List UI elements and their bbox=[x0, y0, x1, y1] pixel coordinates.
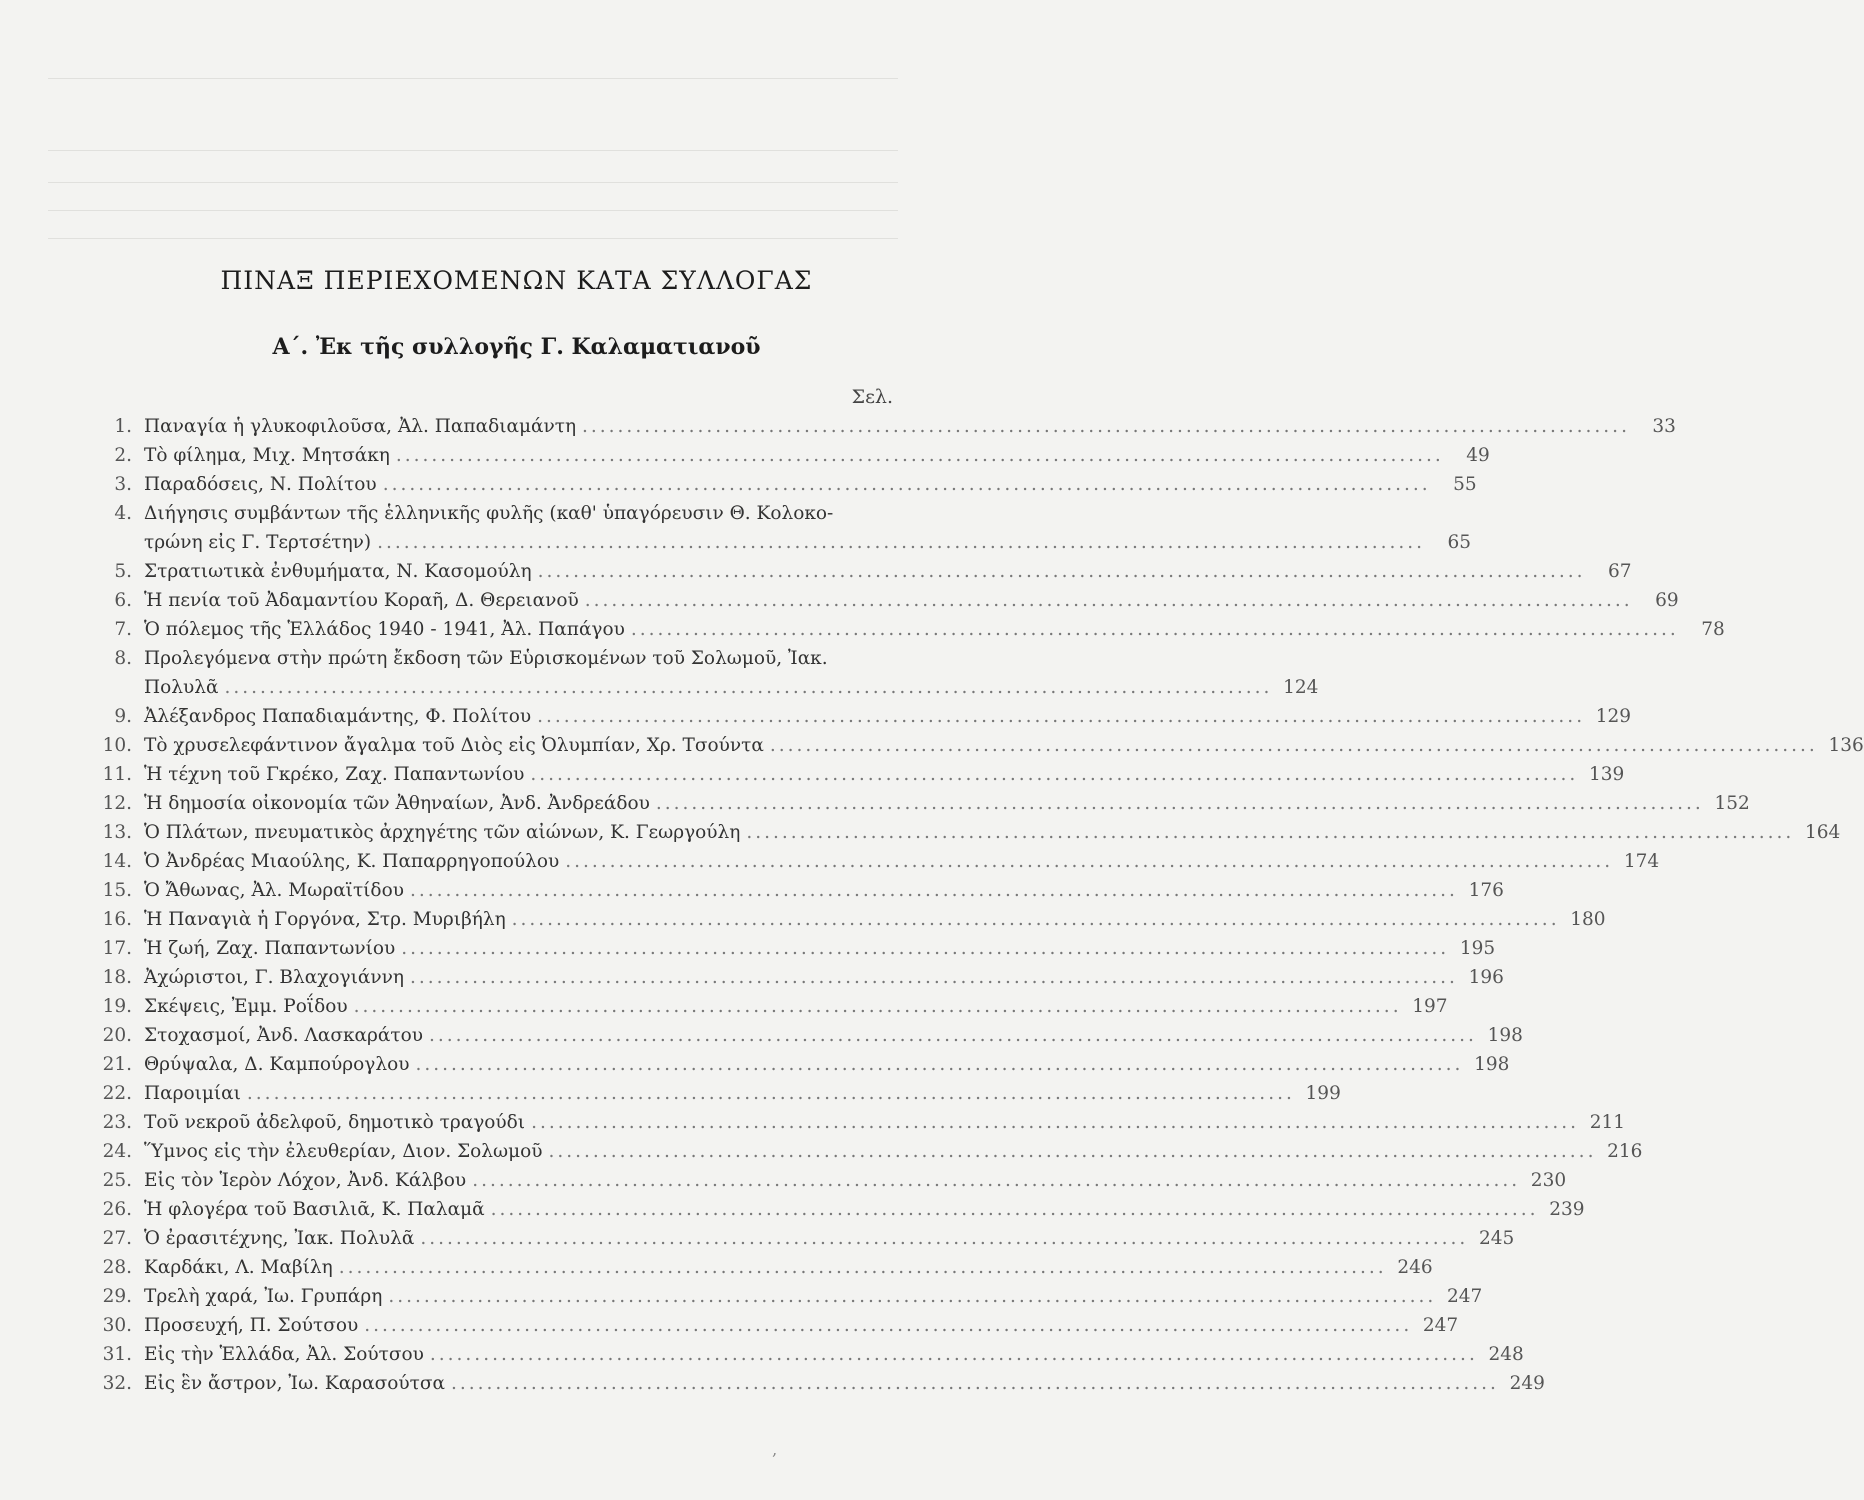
leader-dots bbox=[401, 934, 1449, 963]
entry-page-number: 197 bbox=[1412, 996, 1448, 1017]
toc-entry bbox=[90, 992, 1448, 1021]
entry-page-number: 230 bbox=[1530, 1170, 1567, 1191]
entry-page-number: 78 bbox=[1701, 619, 1725, 640]
entry-title: Ὁ Πλάτων, πνευματικὸς ἀρχηγέτης τῶν αἰώνων, Κ. Γεωργούλη bbox=[144, 822, 741, 843]
entry-page-number: 198 bbox=[1474, 1054, 1510, 1075]
entry-number: 26. bbox=[102, 1199, 132, 1220]
toc-entry bbox=[90, 1079, 1341, 1108]
leader-dots bbox=[429, 1021, 1477, 1050]
entry-number: 15. bbox=[102, 880, 132, 901]
toc-entry bbox=[90, 557, 1632, 586]
entry-number: 12. bbox=[102, 793, 132, 814]
toc-entry bbox=[90, 1021, 1523, 1050]
leader-dots bbox=[420, 1224, 1468, 1253]
entry-page-number: 67 bbox=[1607, 561, 1632, 582]
toc-entry bbox=[90, 441, 1490, 470]
leader-dots bbox=[565, 847, 1613, 876]
toc-entry bbox=[90, 963, 1504, 992]
entry-page-number: 247 bbox=[1447, 1286, 1483, 1307]
entry-title: Ἡ φλογέρα τοῦ Βασιλιᾶ, Κ. Παλαμᾶ bbox=[144, 1199, 485, 1220]
entry-title: Καρδάκι, Λ. Μαβίλη bbox=[144, 1257, 333, 1278]
toc-entry bbox=[90, 847, 1660, 876]
entry-title: Ἀχώριστοι, Γ. Βλαχογιάννη bbox=[144, 967, 404, 988]
leader-dots bbox=[656, 789, 1704, 818]
table-of-contents bbox=[90, 412, 1864, 1398]
entry-number: 24. bbox=[102, 1141, 132, 1162]
toc-entry bbox=[90, 934, 1496, 963]
entry-title: Ὁ ἐρασιτέχνης, Ἰακ. Πολυλᾶ bbox=[144, 1228, 415, 1249]
toc-entry bbox=[90, 876, 1504, 905]
toc-entry bbox=[90, 1224, 1515, 1253]
leader-dots bbox=[531, 1108, 1579, 1137]
entry-title: Ὕμνος εἰς τὴν ἐλευθερίαν, Διον. Σολωμοῦ bbox=[144, 1141, 543, 1162]
section-subtitle: Α΄. Ἐκ τῆς συλλογῆς Γ. Καλαματιανοῦ bbox=[272, 334, 761, 360]
entry-title: Στρατιωτικὰ ἐνθυμήματα, Ν. Κασομούλη bbox=[144, 561, 532, 582]
entry-number: 1. bbox=[114, 416, 132, 437]
entry-title: Ἡ Παναγιὰ ἡ Γοργόνα, Στρ. Μυριβήλη bbox=[144, 909, 506, 930]
leader-dots bbox=[746, 818, 1794, 847]
entry-title: Ἡ τέχνη τοῦ Γκρέκο, Ζαχ. Παπαντωνίου bbox=[144, 764, 525, 785]
toc-entry bbox=[90, 615, 1725, 644]
leader-dots bbox=[430, 1340, 1478, 1369]
entry-number: 16. bbox=[102, 909, 132, 930]
entry-title: Ἀλέξανδρος Παπαδιαμάντης, Φ. Πολίτου bbox=[144, 706, 532, 727]
entry-page-number: 124 bbox=[1283, 677, 1319, 698]
entry-page-number: 247 bbox=[1422, 1315, 1459, 1336]
entry-page-number: 246 bbox=[1397, 1257, 1433, 1278]
entry-number: 8. bbox=[114, 648, 132, 669]
entry-number: 9. bbox=[114, 706, 132, 727]
entry-number: 10. bbox=[102, 735, 132, 756]
entry-number: 13. bbox=[102, 822, 132, 843]
leader-dots bbox=[491, 1195, 1539, 1224]
toc-entry bbox=[90, 470, 1477, 499]
entry-title: Τρελὴ χαρά, Ἰω. Γρυπάρη bbox=[144, 1286, 383, 1307]
stray-mark: ‚ bbox=[772, 1440, 778, 1459]
entry-page-number: 245 bbox=[1478, 1228, 1515, 1249]
entry-title: Τοῦ νεκροῦ ἀδελφοῦ, δημοτικὸ τραγούδι bbox=[144, 1112, 526, 1133]
leader-dots bbox=[770, 731, 1818, 760]
leader-dots bbox=[415, 1050, 1463, 1079]
entry-page-number: 249 bbox=[1509, 1373, 1545, 1394]
entry-title: Προσευχή, Π. Σούτσου bbox=[144, 1315, 359, 1336]
page-column-header: Σελ. bbox=[851, 386, 893, 408]
toc-entry bbox=[90, 1195, 1585, 1224]
entry-page-number: 198 bbox=[1487, 1025, 1523, 1046]
entry-number: 5. bbox=[114, 561, 132, 582]
entry-number: 4. bbox=[114, 503, 132, 524]
entry-page-number: 176 bbox=[1468, 880, 1504, 901]
toc-entry bbox=[90, 789, 1750, 818]
leader-dots bbox=[582, 412, 1630, 441]
entry-number: 28. bbox=[102, 1257, 132, 1278]
entry-number: 29. bbox=[102, 1286, 132, 1307]
entry-number: 30. bbox=[102, 1315, 132, 1336]
leader-dots bbox=[512, 905, 1560, 934]
entry-title: Παροιμίαι bbox=[144, 1083, 241, 1104]
leader-dots bbox=[538, 557, 1586, 586]
entry-title: Προλεγόμενα στὴν πρώτη ἔκδοση τῶν Εὑρισκομένων τοῦ Σολωμοῦ, Ἰακ. bbox=[144, 648, 828, 669]
entry-page-number: 248 bbox=[1488, 1344, 1524, 1365]
leader-dots bbox=[451, 1369, 1499, 1398]
leader-dots bbox=[396, 441, 1444, 470]
entry-title: Ὁ Ἄθωνας, Ἀλ. Μωραϊτίδου bbox=[144, 880, 404, 901]
toc-entry bbox=[90, 760, 1625, 789]
entry-title: Παραδόσεις, Ν. Πολίτου bbox=[144, 474, 377, 495]
entry-number: 31. bbox=[102, 1344, 132, 1365]
toc-entry bbox=[90, 1311, 1459, 1340]
toc-entry bbox=[90, 818, 1841, 847]
entry-page-number: 239 bbox=[1549, 1199, 1585, 1220]
entry-title: Διήγησις συμβάντων τῆς ἑλληνικῆς φυλῆς (καθ' ὑπαγόρευσιν Θ. Κολοκο- bbox=[144, 503, 834, 524]
leader-dots bbox=[530, 760, 1578, 789]
toc-entry bbox=[90, 905, 1606, 934]
entry-title: Θρύψαλα, Δ. Καμπούρογλου bbox=[144, 1054, 410, 1075]
entry-number: 3. bbox=[114, 474, 132, 495]
toc-entry bbox=[90, 1340, 1524, 1369]
entry-page-number: 216 bbox=[1607, 1141, 1643, 1162]
entry-page-number: 164 bbox=[1804, 822, 1841, 843]
entry-page-number: 69 bbox=[1655, 590, 1679, 611]
entry-page-number: 195 bbox=[1459, 938, 1496, 959]
leader-dots bbox=[410, 963, 1458, 992]
leader-dots bbox=[549, 1137, 1597, 1166]
entry-page-number: 199 bbox=[1305, 1083, 1341, 1104]
leader-dots bbox=[472, 1166, 1520, 1195]
entry-title: Τὸ χρυσελεφάντινον ἄγαλμα τοῦ Διὸς εἰς Ὀλυμπίαν, Χρ. Τσούντα bbox=[144, 735, 764, 756]
toc-entry bbox=[90, 1166, 1567, 1195]
toc-entry bbox=[90, 586, 1679, 615]
toc-entry bbox=[90, 499, 1472, 557]
entry-page-number: 196 bbox=[1468, 967, 1504, 988]
entry-number: 25. bbox=[102, 1170, 132, 1191]
toc-entry bbox=[90, 731, 1864, 760]
toc-entry bbox=[90, 702, 1632, 731]
entry-title: Σκέψεις, Ἐμμ. Ροΐδου bbox=[144, 996, 348, 1017]
entry-number: 32. bbox=[102, 1373, 132, 1394]
bleed-through-line bbox=[48, 210, 898, 211]
entry-number: 7. bbox=[114, 619, 132, 640]
entry-number: 22. bbox=[102, 1083, 132, 1104]
leader-dots bbox=[631, 615, 1679, 644]
bleed-through-line bbox=[48, 78, 898, 79]
entry-number: 2. bbox=[114, 445, 132, 466]
leader-dots bbox=[377, 528, 1425, 557]
entry-title: Στοχασμοί, Ἀνδ. Λασκαράτου bbox=[144, 1025, 423, 1046]
entry-page-number: 211 bbox=[1589, 1112, 1625, 1133]
entry-title: Εἰς ἓν ἄστρον, Ἰω. Καρασούτσα bbox=[144, 1373, 445, 1394]
toc-entry bbox=[90, 1050, 1510, 1079]
entry-title: Πολυλᾶ bbox=[144, 677, 219, 698]
leader-dots bbox=[364, 1311, 1412, 1340]
entry-number: 6. bbox=[114, 590, 132, 611]
toc-entry bbox=[90, 1137, 1643, 1166]
entry-number: 23. bbox=[102, 1112, 132, 1133]
entry-page-number: 174 bbox=[1623, 851, 1660, 872]
entry-page-number: 129 bbox=[1595, 706, 1632, 727]
toc-entry bbox=[90, 1282, 1483, 1311]
entry-page-number: 152 bbox=[1714, 793, 1750, 814]
entry-title: Τὸ φίλημα, Μιχ. Μητσάκη bbox=[144, 445, 390, 466]
leader-dots bbox=[585, 586, 1633, 615]
leader-dots bbox=[354, 992, 1402, 1021]
entry-number: 21. bbox=[102, 1054, 132, 1075]
entry-page-number: 180 bbox=[1570, 909, 1606, 930]
bleed-through-line bbox=[48, 182, 898, 183]
entry-page-number: 49 bbox=[1466, 445, 1490, 466]
toc-entry bbox=[90, 644, 1319, 702]
leader-dots bbox=[537, 702, 1585, 731]
entry-title: Εἰς τὴν Ἑλλάδα, Ἀλ. Σούτσου bbox=[144, 1344, 424, 1365]
leader-dots bbox=[224, 673, 1272, 702]
toc-entry bbox=[90, 1108, 1625, 1137]
toc-entry bbox=[90, 412, 1676, 441]
entry-page-number: 55 bbox=[1453, 474, 1477, 495]
leader-dots bbox=[339, 1253, 1387, 1282]
toc-entry bbox=[90, 1253, 1433, 1282]
toc-entry bbox=[90, 1369, 1545, 1398]
bleed-through-line bbox=[48, 238, 898, 239]
entry-page-number: 33 bbox=[1652, 416, 1676, 437]
entry-number: 20. bbox=[102, 1025, 132, 1046]
entry-number: 17. bbox=[102, 938, 132, 959]
entry-number: 27. bbox=[102, 1228, 132, 1249]
entry-title: Ἡ πενία τοῦ Ἀδαμαντίου Κοραῆ, Δ. Θερειανοῦ bbox=[144, 590, 579, 611]
entry-title: τρώνη εἰς Γ. Τερτσέτην) bbox=[144, 532, 372, 553]
entry-number: 18. bbox=[102, 967, 132, 988]
entry-title: Ὁ Ἀνδρέας Μιαούλης, Κ. Παπαρρηγοπούλου bbox=[144, 851, 560, 872]
entry-number: 14. bbox=[102, 851, 132, 872]
bleed-through-line bbox=[48, 150, 898, 151]
leader-dots bbox=[410, 876, 1458, 905]
entry-title: Εἰς τὸν Ἱερὸν Λόχον, Ἀνδ. Κάλβου bbox=[144, 1170, 467, 1191]
entry-title: Ἡ δημοσία οἰκονομία τῶν Ἀθηναίων, Ἀνδ. Ἀνδρεάδου bbox=[144, 793, 650, 814]
entry-title: Παναγία ἡ γλυκοφιλοῦσα, Ἀλ. Παπαδιαμάντη bbox=[144, 416, 577, 437]
entry-page-number: 136 bbox=[1828, 735, 1864, 756]
entry-title: Ἡ ζωή, Ζαχ. Παπαντωνίου bbox=[144, 938, 396, 959]
leader-dots bbox=[388, 1282, 1436, 1311]
leader-dots bbox=[247, 1079, 1295, 1108]
entry-page-number: 139 bbox=[1588, 764, 1625, 785]
entry-page-number: 65 bbox=[1447, 532, 1472, 553]
leader-dots bbox=[383, 470, 1431, 499]
entry-title: Ὁ πόλεμος τῆς Ἑλλάδος 1940 - 1941, Ἀλ. Παπάγου bbox=[144, 619, 625, 640]
entry-number: 11. bbox=[102, 764, 132, 785]
page-title: ΠΙΝΑΞ ΠΕΡΙΕΧΟΜΕΝΩΝ ΚΑΤΑ ΣΥΛΛΟΓΑΣ bbox=[220, 266, 813, 295]
entry-number: 19. bbox=[102, 996, 132, 1017]
